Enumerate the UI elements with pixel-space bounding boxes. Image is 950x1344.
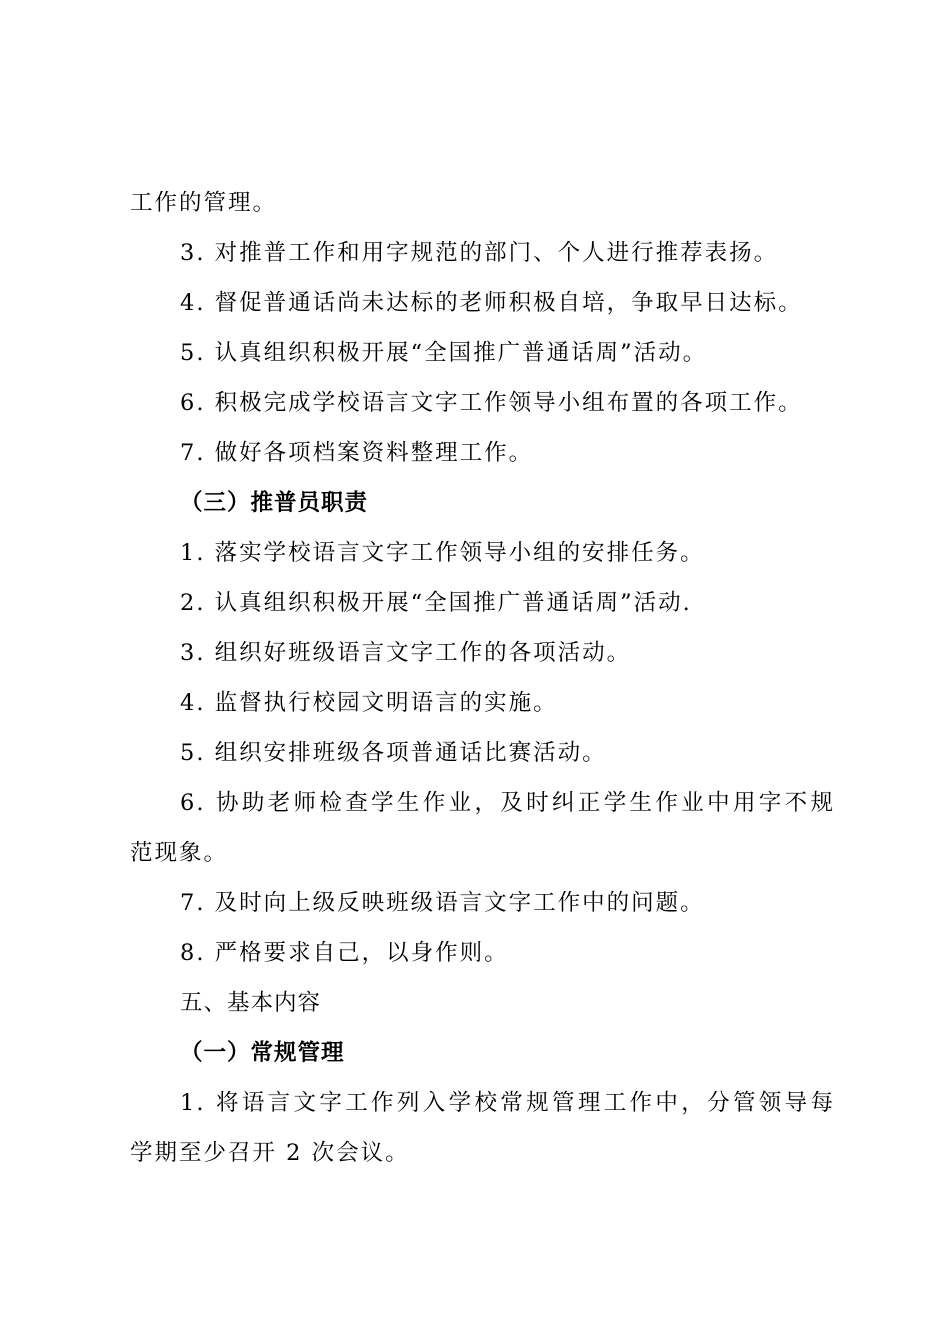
list-item: 5. 认真组织积极开展“全国推广普通话周”活动。 [180, 340, 708, 366]
paragraph-continuation: 学期至少召开 2 次会议。 [130, 1140, 410, 1166]
list-item: 2. 认真组织积极开展“全国推广普通话周”活动. [180, 590, 692, 616]
list-item: 3. 组织好班级语言文字工作的各项活动。 [180, 640, 632, 666]
list-item: 6. 协助老师检查学生作业，及时纠正学生作业中用字不规 [180, 790, 835, 816]
list-item: 5. 组织安排班级各项普通话比赛活动。 [180, 740, 607, 766]
section-heading: 五、基本内容 [180, 990, 322, 1016]
list-item: 4. 督促普通话尚未达标的老师积极自培，争取早日达标。 [180, 290, 803, 316]
paragraph-continuation: 工作的管理。 [130, 190, 278, 216]
list-item: 4. 监督执行校园文明语言的实施。 [180, 690, 558, 716]
section-subheading: （一）常规管理 [180, 1040, 345, 1066]
list-item: 1. 将语言文字工作列入学校常规管理工作中，分管领导每 [180, 1090, 835, 1116]
list-item: 7. 及时向上级反映班级语言文字工作中的问题。 [180, 890, 705, 916]
list-item: 7. 做好各项档案资料整理工作。 [180, 440, 534, 466]
list-item: 3. 对推普工作和用字规范的部门、个人进行推荐表扬。 [180, 240, 779, 266]
list-item: 1. 落实学校语言文字工作领导小组的安排任务。 [180, 540, 705, 566]
paragraph-continuation: 范现象。 [130, 840, 229, 866]
section-subheading: （三）推普员职责 [180, 490, 369, 516]
list-item: 6. 积极完成学校语言文字工作领导小组布置的各项工作。 [180, 390, 803, 416]
list-item: 8. 严格要求自己，以身作则。 [180, 940, 509, 966]
